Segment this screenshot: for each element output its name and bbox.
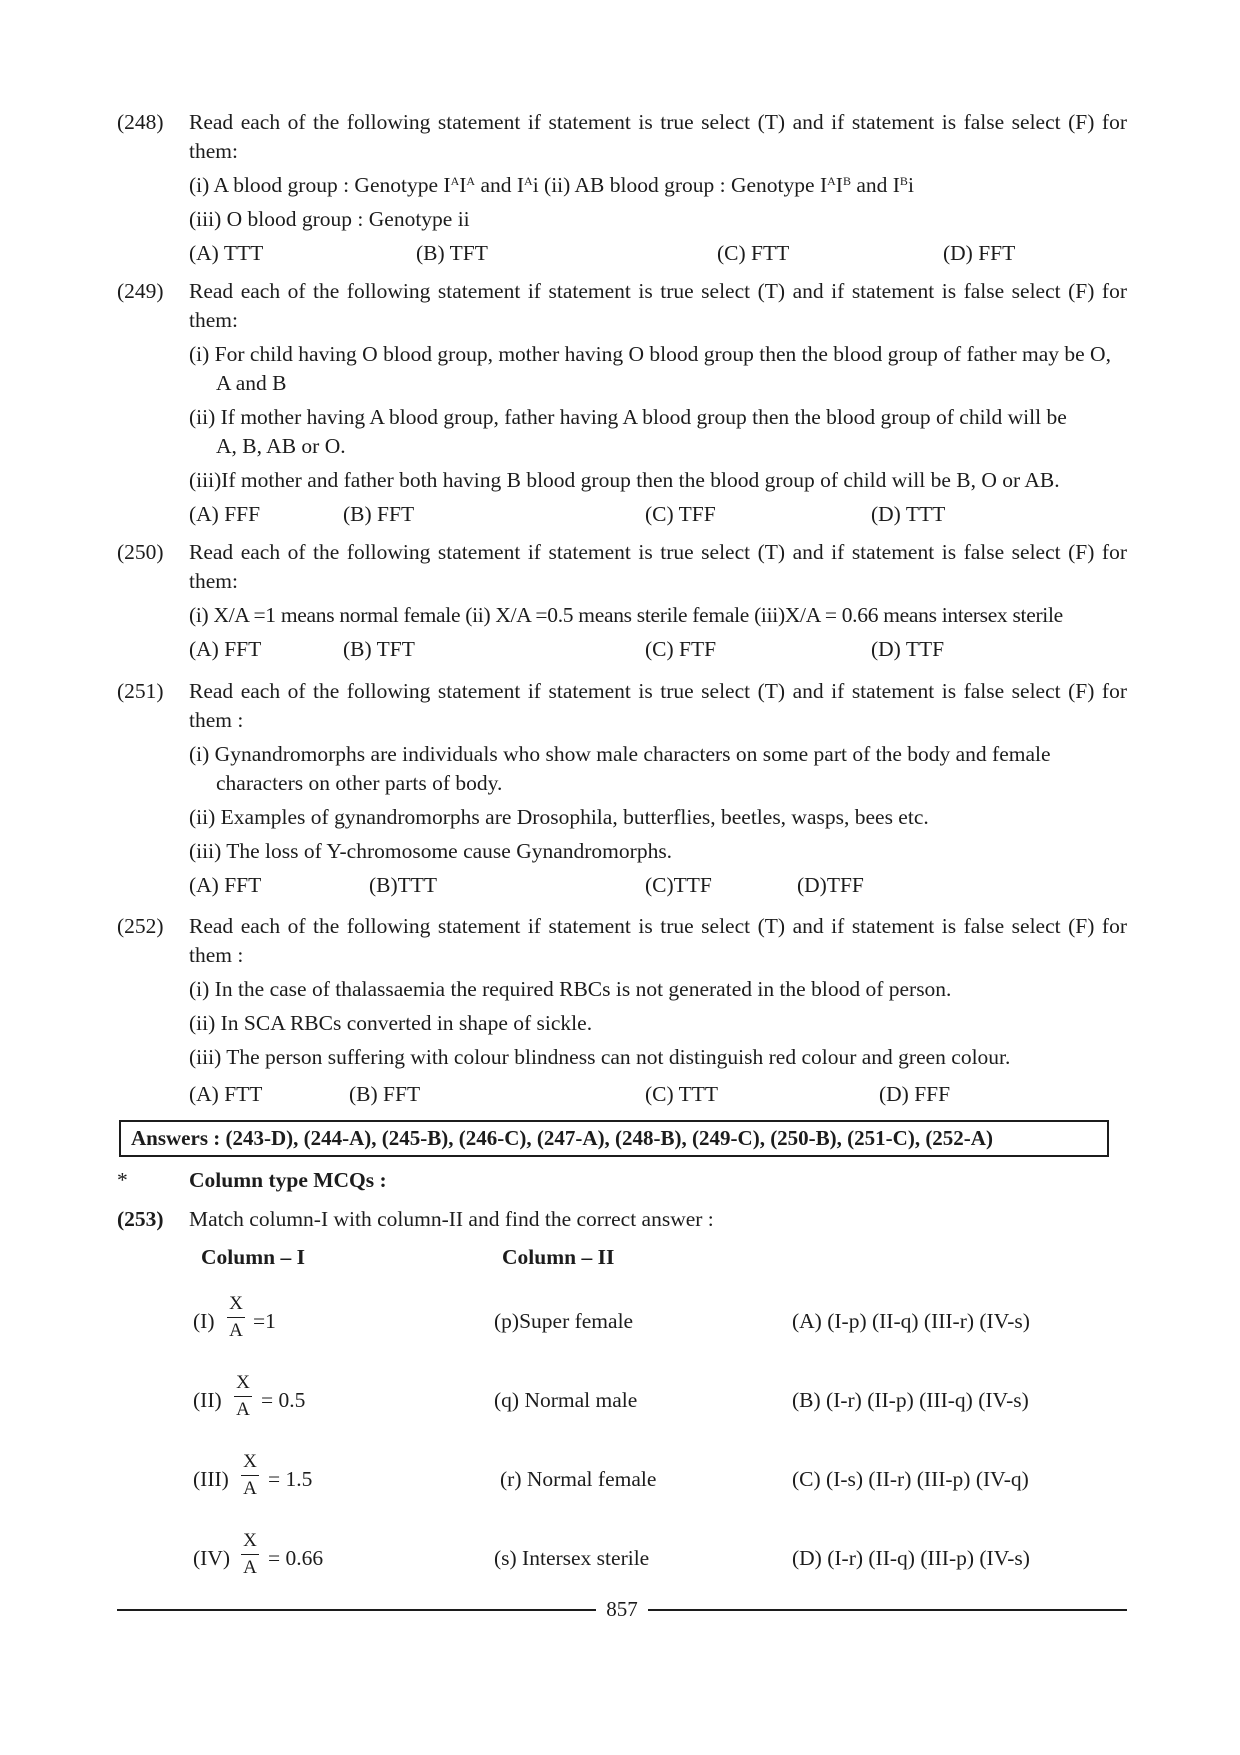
column-2-header: Column – II bbox=[502, 1245, 615, 1269]
page-number-wrap bbox=[117, 1594, 1127, 1624]
option-c: (C) FTT bbox=[717, 241, 790, 265]
question-text: Read each of the following statement if statement is true select (T) and if statement is false select (F) for them: bbox=[189, 540, 1127, 593]
fraction: X A bbox=[234, 1371, 252, 1422]
fraction-value: = 0.5 bbox=[261, 1388, 306, 1412]
statement-line: (iii) The person suffering with colour blindness can not distinguish red colour and green colour. bbox=[189, 1045, 1011, 1069]
option-a: (A) FTT bbox=[189, 1082, 263, 1106]
fraction: X A bbox=[227, 1292, 245, 1343]
option-c: (C) TFF bbox=[645, 502, 716, 526]
option-c: (C)TTF bbox=[645, 873, 712, 897]
column-2-item: (p)Super female bbox=[494, 1309, 634, 1333]
match-row bbox=[0, 1371, 1240, 1431]
option-b: (B) TFT bbox=[416, 241, 488, 265]
option-c: (C) FTF bbox=[645, 637, 717, 661]
page-footer bbox=[117, 1594, 1127, 1624]
answer-option: (B) (I-r) (II-p) (III-q) (IV-s) bbox=[792, 1388, 1029, 1412]
row-label: (I) bbox=[193, 1309, 215, 1333]
statement-line: (i) A blood group : Genotype $I^AI^A$ and $I^Ai$ (ii) AB blood group : Genotype $I^AI^B$ and $I^Bi$ bbox=[189, 173, 914, 197]
option-a: (A) TTT bbox=[189, 241, 264, 265]
row-label: (IV) bbox=[193, 1546, 231, 1570]
question-text: Read each of the following statement if statement is true select (T) and if statement is false select (F) for them : bbox=[189, 914, 1127, 967]
statement-line: (i) X/A =1 means normal female (ii) X/A =0.5 means sterile female (iii)X/A = 0.66 means intersex sterile bbox=[189, 603, 1063, 627]
option-b: (B) TFT bbox=[343, 637, 415, 661]
option-a: (A) FFT bbox=[189, 873, 262, 897]
answer-option: (A) (I-p) (II-q) (III-r) (IV-s) bbox=[792, 1309, 1030, 1333]
column-2-item: (r) Normal female bbox=[500, 1467, 657, 1491]
column-2-item: (q) Normal male bbox=[494, 1388, 638, 1412]
options-row bbox=[189, 500, 1127, 529]
options-row bbox=[189, 635, 1127, 664]
answer-option: (C) (I-s) (II-r) (III-p) (IV-q) bbox=[792, 1467, 1029, 1491]
question-250 bbox=[117, 538, 1127, 664]
question-number: (248) bbox=[117, 110, 164, 134]
statement-line: (i) In the case of thalassaemia the required RBCs is not generated in the blood of person. bbox=[189, 977, 952, 1001]
option-d: (D) TTF bbox=[871, 637, 945, 661]
option-a: (A) FFF bbox=[189, 502, 261, 526]
question-248 bbox=[117, 108, 1127, 268]
statement-line: (iii) The loss of Y-chromosome cause Gynandromorphs. bbox=[189, 839, 673, 863]
fraction-value: = 0.66 bbox=[268, 1546, 324, 1570]
row-label: (II) bbox=[193, 1388, 222, 1412]
statement-line: (iii)If mother and father both having B blood group then the blood group of child will be B, O or AB. bbox=[189, 468, 1060, 492]
question-text: Read each of the following statement if statement is true select (T) and if statement is false select (F) for them: bbox=[189, 110, 1127, 163]
page-number: 857 bbox=[596, 1597, 648, 1621]
statement-line: (i) Gynandromorphs are individuals who show male characters on some part of the body and female characters on other parts of body. bbox=[189, 742, 1051, 795]
question-251 bbox=[117, 677, 1127, 900]
question-text: Match column-I with column-II and find the correct answer : bbox=[189, 1207, 714, 1231]
statement-line: (ii) In SCA RBCs converted in shape of sickle. bbox=[189, 1011, 593, 1035]
question-number: (251) bbox=[117, 679, 164, 703]
question-number: (252) bbox=[117, 914, 164, 938]
option-a: (A) FFT bbox=[189, 637, 262, 661]
question-text: Read each of the following statement if statement is true select (T) and if statement is false select (F) for them : bbox=[189, 679, 1127, 732]
statement-line: (iii) O blood group : Genotype ii bbox=[189, 207, 470, 231]
column-1-header: Column – I bbox=[201, 1245, 305, 1269]
statement-line: (ii) Examples of gynandromorphs are Drosophila, butterflies, beetles, wasps, bees etc. bbox=[189, 805, 929, 829]
match-row bbox=[0, 1292, 1240, 1352]
column-2-item: (s) Intersex sterile bbox=[494, 1546, 650, 1570]
question-text: Read each of the following statement if statement is true select (T) and if statement is false select (F) for them: bbox=[189, 279, 1127, 332]
answers-box: Answers : (243-D), (244-A), (245-B), (246-C), (247-A), (248-B), (249-C), (250-B), (251-C), (252-A) bbox=[119, 1120, 1109, 1157]
fraction-value: = 1.5 bbox=[268, 1467, 313, 1491]
fraction: X A bbox=[241, 1529, 259, 1580]
answer-option: (D) (I-r) (II-q) (III-p) (IV-s) bbox=[792, 1546, 1030, 1570]
option-d: (D) FFF bbox=[879, 1082, 951, 1106]
options-row bbox=[189, 239, 1127, 268]
statement-line: (ii) If mother having A blood group, father having A blood group then the blood group of child will be A, B, AB or O. bbox=[189, 405, 1067, 458]
question-number: (253) bbox=[117, 1207, 164, 1231]
question-252 bbox=[117, 912, 1127, 1109]
option-d: (D) TTT bbox=[871, 502, 946, 526]
row-label: (III) bbox=[193, 1467, 229, 1491]
statement-line: (i) For child having O blood group, mother having O blood group then the blood group of father may be O, A and B bbox=[189, 342, 1111, 395]
option-b: (B) FFT bbox=[343, 502, 415, 526]
option-d: (D)TFF bbox=[797, 873, 864, 897]
section-title: Column type MCQs : bbox=[189, 1168, 387, 1192]
question-number: (249) bbox=[117, 279, 164, 303]
bullet-star: * bbox=[117, 1168, 128, 1192]
match-row bbox=[0, 1450, 1240, 1510]
option-b: (B) FFT bbox=[349, 1082, 421, 1106]
match-row bbox=[0, 1529, 1240, 1589]
fraction-value: =1 bbox=[253, 1309, 276, 1333]
options-row bbox=[189, 871, 1127, 900]
fraction: X A bbox=[241, 1450, 259, 1501]
question-number: (250) bbox=[117, 540, 164, 564]
option-b: (B)TTT bbox=[369, 873, 438, 897]
question-249 bbox=[117, 277, 1127, 529]
option-d: (D) FFT bbox=[943, 241, 1016, 265]
options-row bbox=[189, 1080, 1127, 1109]
option-c: (C) TTT bbox=[645, 1082, 719, 1106]
